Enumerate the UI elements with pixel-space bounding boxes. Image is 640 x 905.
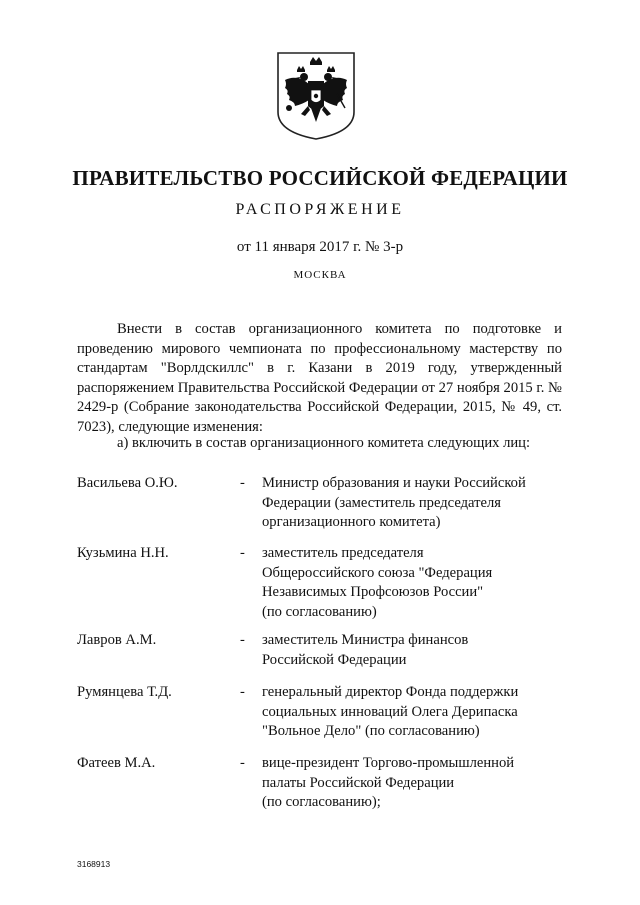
member-role-line: заместитель Министра финансов	[262, 632, 469, 648]
member-role	[262, 544, 562, 622]
member-role-line: Министр образования и науки Российской	[262, 475, 526, 491]
member-role	[262, 474, 562, 533]
member-role-line: Независимых Профсоюзов России"	[262, 584, 484, 600]
document-code: 3168913	[77, 859, 111, 869]
member-dash: -	[240, 475, 245, 491]
member-role-line: социальных инноваций Олега Дерипаска	[262, 703, 518, 720]
member-role-line: заместитель председателя	[262, 545, 424, 561]
member-role-line: Федерации (заместитель председателя	[262, 494, 501, 511]
member-dash: -	[240, 755, 245, 771]
member-name: Кузьмина Н.Н.	[77, 545, 169, 561]
document-city: МОСКВА	[293, 269, 347, 281]
document-date-number: от 11 января 2017 г. № 3-р	[236, 239, 404, 255]
member-role-line: генеральный директор Фонда поддержки	[262, 684, 519, 700]
member-role-line: Общероссийского союза "Федерация	[262, 564, 493, 581]
member-dash: -	[240, 684, 245, 700]
member-role-line: (по согласованию);	[262, 794, 381, 810]
intro-paragraph: Внести в состав организационного комитета по подготовке и проведению мирового чемпионата по профессиональному мастерству по стандартам "Ворлдскиллс" в г. Казани в 2019 году, утвержденный распоряжением Правительства Российской Федерации от 27 ноября 2015 г. № 2429-р (Собрание законодательства Российской Федерации, 2015, № 49, ст. 7023), следующие изменения:	[77, 321, 562, 435]
member-name: Лавров А.М.	[77, 632, 157, 648]
item-a-paragraph: а) включить в состав организационного комитета следующих лиц:	[117, 435, 531, 451]
member-name: Румянцева Т.Д.	[77, 684, 172, 700]
member-role-line: палаты Российской Федерации	[262, 774, 455, 791]
member-role	[262, 631, 562, 670]
member-role-line: организационного комитета)	[262, 514, 441, 530]
document-type: РАСПОРЯЖЕНИЕ	[235, 201, 405, 218]
member-role-line: вице-президент Торгово-промышленной	[262, 755, 515, 771]
member-role-line: "Вольное Дело" (по согласованию)	[262, 723, 480, 739]
double-headed-eagle-icon	[275, 50, 357, 142]
member-role-line: Российской Федерации	[262, 651, 407, 668]
member-dash: -	[240, 545, 245, 561]
member-role	[262, 683, 562, 742]
member-role	[262, 754, 562, 813]
government-title: ПРАВИТЕЛЬСТВО РОССИЙСКОЙ ФЕДЕРАЦИИ	[72, 166, 568, 190]
coat-of-arms-emblem	[275, 50, 357, 142]
member-name: Васильева О.Ю.	[77, 475, 178, 491]
member-name: Фатеев М.А.	[77, 755, 156, 771]
member-dash: -	[240, 632, 245, 648]
member-role-line: (по согласованию)	[262, 603, 377, 620]
